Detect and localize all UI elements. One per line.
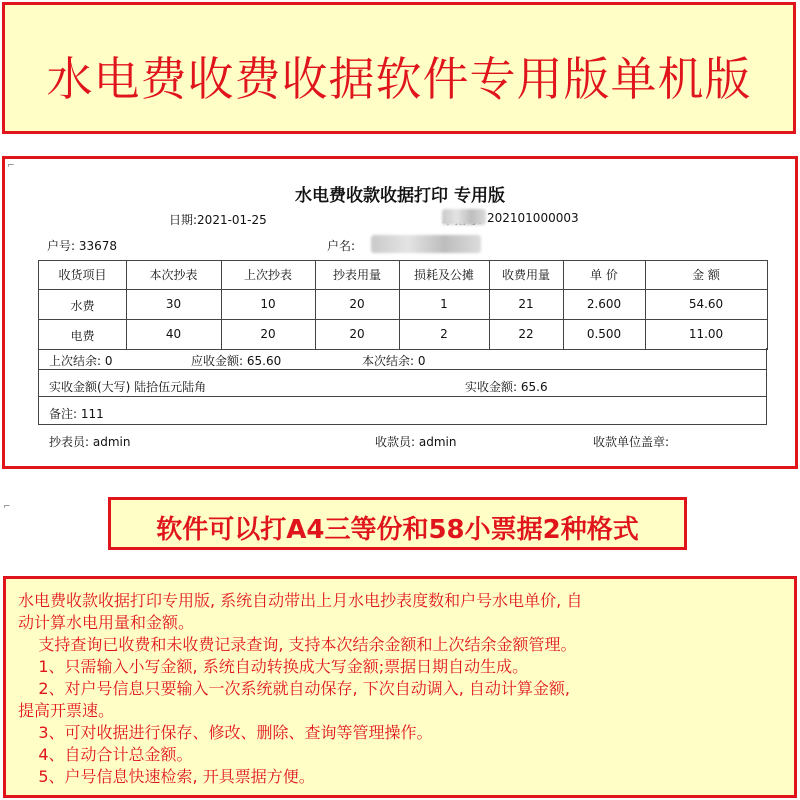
cashier: 收款员: admin <box>375 435 457 449</box>
table-header: 单 价 <box>590 268 618 282</box>
frame-line <box>38 424 767 425</box>
table-cell: 22 <box>518 327 534 341</box>
table-cell: 20 <box>349 327 365 341</box>
description-line: 水电费收款收据打印专用版, 系统自动带出上月水电抄表度数和户号水电单价, 自 <box>18 591 583 610</box>
table-cell: 30 <box>165 297 182 311</box>
receivable-amount: 应收金额: 65.60 <box>191 354 282 368</box>
receipt-date: 日期:2021-01-25 <box>169 213 267 227</box>
feature-text: 软件可以打A4三等份和58小票据2种格式 <box>156 515 639 545</box>
paid-amount-upper: 实收金额(大写) 陆拾伍元陆角 <box>49 380 207 394</box>
table-header: 损耗及公摊 <box>413 268 474 282</box>
table-cell: 11.00 <box>688 327 724 341</box>
table-cell: 1 <box>440 297 448 311</box>
corner-mark: ⌐ <box>3 502 11 512</box>
title-banner <box>2 2 796 134</box>
table-header: 收费用量 <box>501 268 550 282</box>
receipt-note: 备注: 111 <box>49 407 104 421</box>
description-line: 4、自动合计总金额。 <box>18 745 193 764</box>
description-line: 5、户号信息快速检索, 开具票据方便。 <box>18 767 315 786</box>
receipt-title: 水电费收款收据打印 专用版 <box>295 186 505 206</box>
frame-line <box>38 396 767 397</box>
stamp-label: 收款单位盖章: <box>593 435 670 449</box>
row-divider <box>39 289 767 290</box>
table-header: 本次抄表 <box>149 268 198 282</box>
description-panel <box>3 576 797 798</box>
redacted-name <box>371 235 481 253</box>
description-line: 1、只需输入小写金额, 系统自动转换成大写金额;票据日期自动生成。 <box>18 657 529 676</box>
table-cell: 电费 <box>70 329 95 343</box>
paid-amount: 实收金额: 65.6 <box>465 380 548 394</box>
receipt-name-label: 户名: <box>327 239 356 253</box>
meter-reader: 抄表员: admin <box>49 435 131 449</box>
table-cell: 2.600 <box>586 297 622 311</box>
row-divider <box>39 319 767 320</box>
banner-title: 水电费收费收据软件专用版单机版 <box>46 52 752 106</box>
table-cell: 54.60 <box>688 297 724 311</box>
table-cell: 21 <box>518 297 534 311</box>
corner-mark: ⌐ <box>7 161 15 171</box>
table-cell: 20 <box>349 297 365 311</box>
table-header: 上次抄表 <box>243 268 292 282</box>
receipt-account: 户号: 33678 <box>47 239 118 253</box>
table-header: 抄表用量 <box>332 268 381 282</box>
frame-line <box>766 348 767 424</box>
table-cell: 20 <box>260 327 276 341</box>
table-cell: 水费 <box>70 299 95 313</box>
description-line: 支持查询已收费和未收费记录查询, 支持本次结余金额和上次结余金额管理。 <box>18 635 577 654</box>
feature-banner <box>108 497 687 550</box>
table-header: 金 额 <box>692 268 720 282</box>
table-cell: 2 <box>440 327 448 341</box>
redacted-mark <box>442 209 486 225</box>
table-cell: 0.500 <box>586 327 622 341</box>
frame-line <box>38 348 39 424</box>
table-header: 收货项目 <box>58 268 107 282</box>
description-line: 2、对户号信息只要输入一次系统就自动保存, 下次自动调入, 自动计算金额, <box>18 679 570 698</box>
description-line: 动计算水电用量和金额。 <box>18 613 195 632</box>
receipt-table <box>38 260 768 350</box>
receipt-doc-no: 202101000003 <box>487 211 579 225</box>
description-line: 提高开票速。 <box>18 701 115 720</box>
frame-line <box>38 369 767 370</box>
this-balance: 本次结余: 0 <box>362 354 426 368</box>
receipt-preview <box>2 156 798 469</box>
description-line: 3、可对收据进行保存、修改、删除、查询等管理操作。 <box>18 723 433 742</box>
table-cell: 10 <box>260 297 276 311</box>
table-cell: 40 <box>165 327 182 341</box>
prev-balance: 上次结余: 0 <box>49 354 113 368</box>
